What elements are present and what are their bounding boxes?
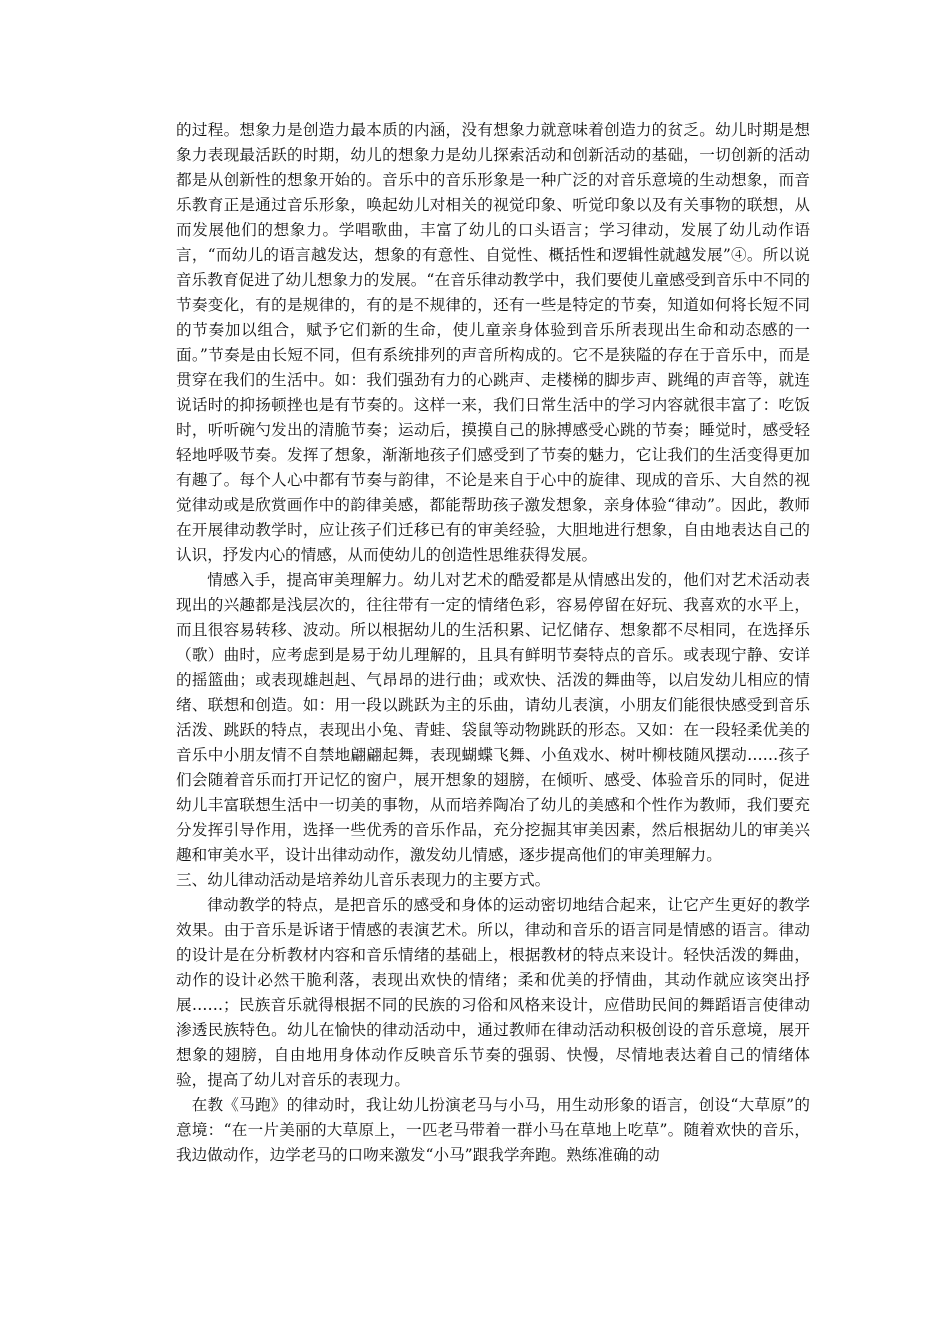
section-heading-3: 三、幼儿律动活动是培养幼儿音乐表现力的主要方式。: [176, 871, 551, 889]
document-page: [176, 118, 810, 1168]
paragraph-imagination: 的过程。想象力是创造力最本质的内涵，没有想象力就意味着创造力的贫乏。幼儿时期是想象力表现最活跃的时期，幼儿的想象力是幼儿探索活动和创新活动的基础，一切创新的活动都是从创新性的想象开始的。音乐中的音乐形象是一种广泛的对音乐意境的生动想象，而音乐教育正是通过音乐形象，唤起幼儿对相关的视觉印象、听觉印象以及有关事物的联想，从而发展他们的想象力。学唱歌曲，丰富了幼儿的口头语言；学习律动，发展了幼儿动作语言，“而幼儿的语言越发达，想象的有意性、自觉性、概括性和逻辑性就越发展”④。所以说音乐教育促进了幼儿想象力的发展。“在音乐律动教学中，我们要使儿童感受到音乐中不同的节奏变化，有的是规律的，有的是不规律的，还有一些是特定的节奏，知道如何将长短不同的节奏加以组合，赋予它们新的生命，使儿童亲身体验到音乐所表现出生命和动态感的一面。”节奏是由长短不同，但有系统排列的声音所构成的。它不是狭隘的存在于音乐中，而是贯穿在我们的生活中。如：我们强劲有力的心跳声、走楼梯的脚步声、跳绳的声音等，就连说话时的抑扬顿挫也是有节奏的。这样一来，我们日常生活中的学习内容就很丰富了：吃饭时，听听碗勺发出的清脆节奏；运动后，摸摸自己的脉搏感受心跳的节奏；睡觉时，感受轻轻地呼吸节奏。发挥了想象，渐渐地孩子们感受到了节奏的魅力，它让我们的生活变得更加有趣了。每个人心中都有节奏与韵律，不论是来自于心中的旋律、现成的音乐、大自然的视觉律动或是欣赏画作中的韵律美感，都能帮助孩子激发想象，亲身体验“律动”。因此，教师在开展律动教学时，应让孩子们迁移已有的审美经验，大胆地进行想象，自由地表达自己的认识，抒发内心的情感，从而使幼儿的创造性思维获得发展。: [176, 121, 810, 564]
paragraph-horse-run: 在教《马跑》的律动时，我让幼儿扮演老马与小马，用生动形象的语言，创设“大草原”的意境：“在一片美丽的大草原上，一匹老马带着一群小马在草地上吃草”。随着欢快的音乐，我边做动作，边学老马的口吻来激发“小马”跟我学奔跑。熟练准确的动: [176, 1096, 810, 1164]
paragraph-emotion: 情感入手，提高审美理解力。幼儿对艺术的酷爱都是从情感出发的，他们对艺术活动表现出的兴趣都是浅层次的，往往带有一定的情绪色彩，容易停留在好玩、我喜欢的水平上，而且很容易转移、波动。所以根据幼儿的生活积累、记忆储存、想象都不尽相同，在选择乐（歌）曲时，应考虑到是易于幼儿理解的，且具有鲜明节奏特点的音乐。或表现宁静、安详的摇篮曲；或表现雄赳赳、气昂昂的进行曲；或欢快、活泼的舞曲等，以启发幼儿相应的情绪、联想和创造。如：用一段以跳跃为主的乐曲，请幼儿表演，小朋友们能很快感受到音乐活泼、跳跃的特点，表现出小兔、青蛙、袋鼠等动物跳跃的形态。又如：在一段轻柔优美的音乐中小朋友情不自禁地翩翩起舞，表现蝴蝶飞舞、小鱼戏水、树叶柳枝随风摆动……孩子们会随着音乐而打开记忆的窗户，展开想象的翅膀，在倾听、感受、体验音乐的同时，促进幼儿丰富联想生活中一切美的事物，从而培养陶冶了幼儿的美感和个性作为教师，我们要充分发挥引导作用，选择一些优秀的音乐作品，充分挖掘其审美因素，然后根据幼儿的审美兴趣和审美水平，设计出律动动作，激发幼儿情感，逐步提高他们的审美理解力。: [176, 571, 810, 864]
paragraph-rhythm-teaching: 律动教学的特点，是把音乐的感受和身体的运动密切地结合起来，让它产生更好的教学效果。由于音乐是诉诸于情感的表演艺术。所以，律动和音乐的语言同是情感的语言。律动的设计是在分析教材内容和音乐情绪的基础上，根据教材的特点来设计。轻快活泼的舞曲，动作的设计必然干脆利落，表现出欢快的情绪；柔和优美的抒情曲，其动作就应该突出抒展……；民族音乐就得根据不同的民族的习俗和风格来设计，应借助民间的舞蹈语言使律动渗透民族特色。幼儿在愉快的律动活动中，通过教师在律动活动积极创设的音乐意境，展开想象的翅膀，自由地用身体动作反映音乐节奏的强弱、快慢，尽情地表达着自己的情绪体验，提高了幼儿对音乐的表现力。: [176, 896, 810, 1089]
